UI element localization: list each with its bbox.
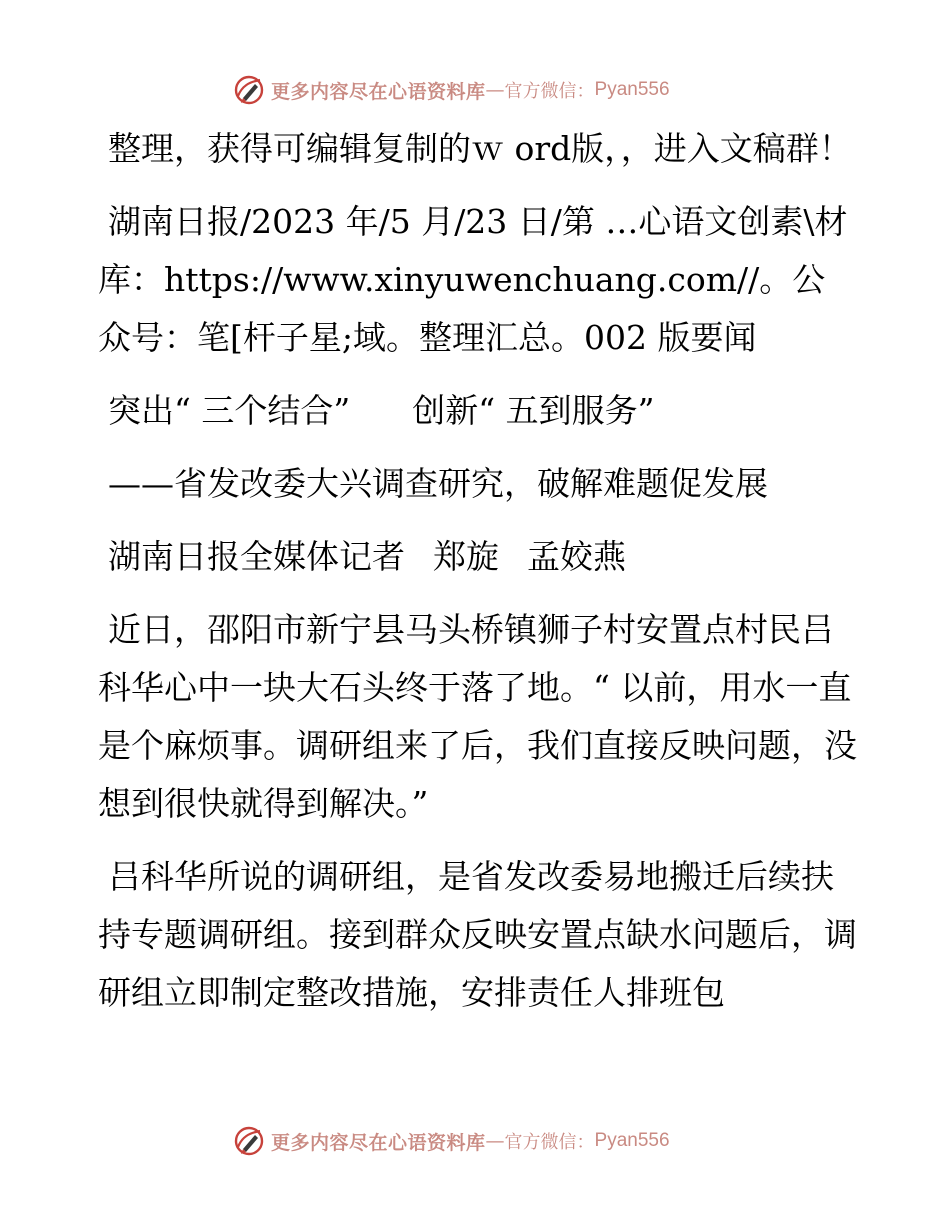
banner-wechat-label: 官方微信： (504, 1132, 595, 1153)
byline-outlet: 湖南日报全媒体记者 (108, 537, 405, 576)
body-paragraph-1: 近日，邵阳市新宁县马头桥镇狮子村安置点村民吕科华心中一块大石头终于落了地。“ 以前，用水一直是个麻烦事。调研组来了后，我们直接反映问题，没想到很快就得到解决。” (98, 610, 857, 823)
footer-banner[interactable] (233, 1124, 670, 1158)
banner-site-text: 更多内容尽在心语资料库 (271, 80, 486, 103)
pen-logo-icon (233, 74, 265, 106)
article-headline (98, 382, 858, 440)
article-subheadline: ——省发改委大兴调查研究，破解难题促发展 (108, 464, 768, 503)
headline-part-2: 创新“ 五到服务” (412, 391, 655, 430)
source-line: 湖南日报/2023 年/5 月/23 日/第 …心语文创素\材库：https://www.xinyuwenchuang.com//。公众号：笔[杆子星;域。整理汇总。002 版要闻 (98, 202, 848, 357)
byline-author-2: 孟姣燕 (527, 537, 626, 576)
pen-logo-icon (233, 1125, 265, 1157)
byline (98, 528, 858, 586)
body-paragraph-2: 吕科华所说的调研组，是省发改委易地搬迁后续扶持专题调研组。接到群众反映安置点缺水问题后，调研组立即制定整改措施，安排责任人排班包 (98, 857, 857, 1012)
article-body (98, 120, 858, 1037)
byline-author-1: 郑旋 (433, 537, 499, 576)
banner-site-text: 更多内容尽在心语资料库 (271, 1131, 486, 1154)
intro-paragraph: 整理，获得可编辑复制的ｗ ord版，，进入文稿群！ (108, 129, 852, 168)
banner-separator: — (485, 1130, 505, 1152)
banner-wechat-id: Pyan556 (594, 1130, 670, 1151)
headline-part-1: 突出“ 三个结合” (108, 391, 351, 430)
header-banner[interactable] (233, 73, 670, 107)
banner-wechat-id: Pyan556 (594, 79, 670, 100)
banner-wechat-label: 官方微信： (504, 81, 595, 102)
banner-separator: — (485, 79, 505, 101)
